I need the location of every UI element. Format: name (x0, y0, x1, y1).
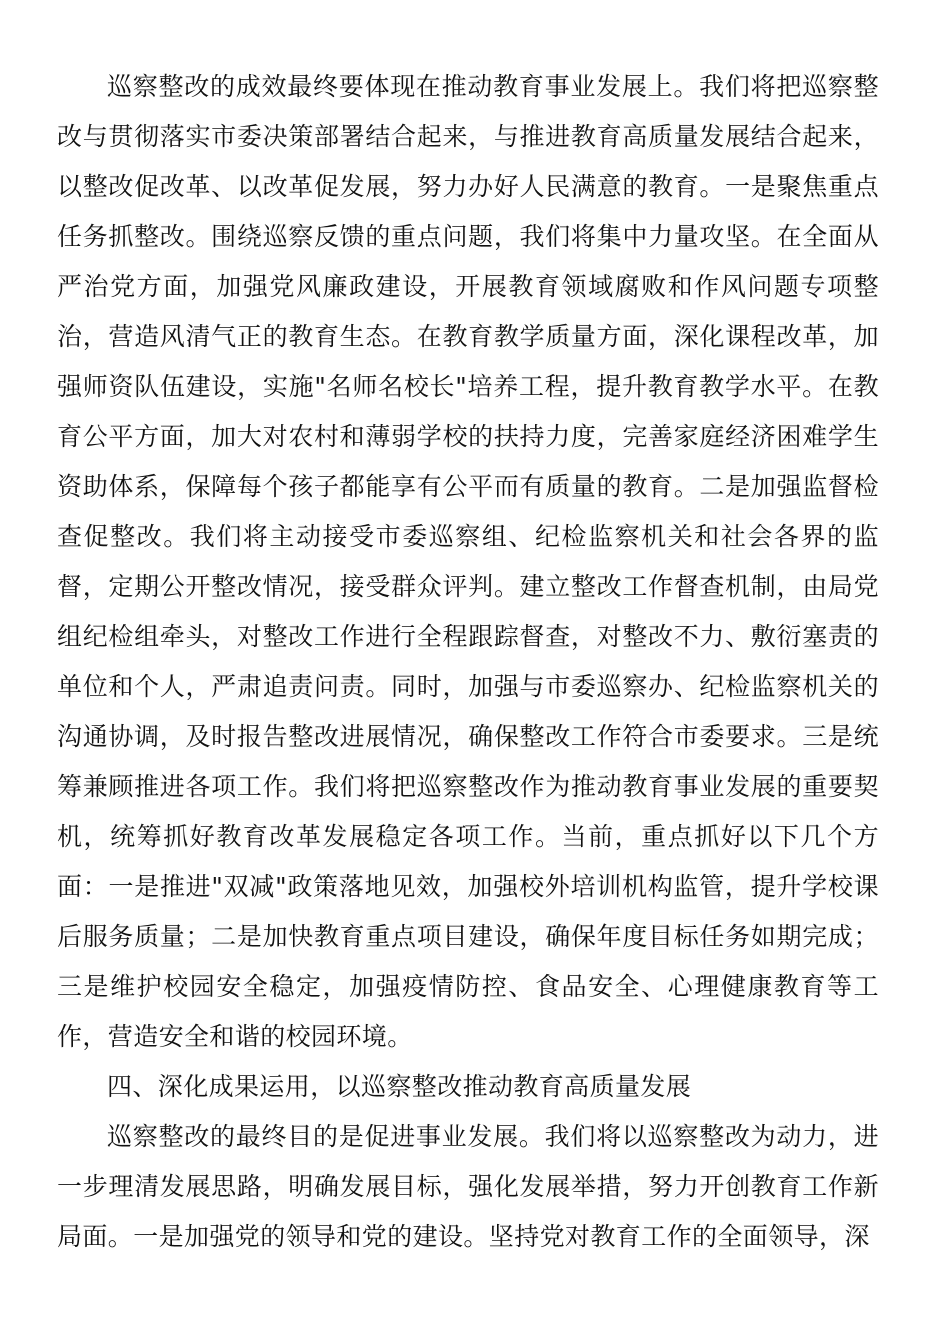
section-heading: 四、深化成果运用，以巡察整改推动教育高质量发展 (107, 1072, 692, 1101)
document-body (57, 62, 879, 1262)
closing-paragraph: 巡察整改的最终目的是促进事业发展。我们将以巡察整改为动力，进一步理清发展思路，明确发展目标，强化发展举措，努力开创教育工作新局面。一是加强党的领导和党的建设。坚持党对教育工作的全面领导，深 (57, 1122, 879, 1251)
body-paragraph: 巡察整改的成效最终要体现在推动教育事业发展上。我们将把巡察整改与贯彻落实市委决策部署结合起来，与推进教育高质量发展结合起来，以整改促改革、以改革促发展，努力办好人民满意的教育。一是聚焦重点任务抓整改。围绕巡察反馈的重点问题，我们将集中力量攻坚。在全面从严治党方面，加强党风廉政建设，开展教育领域腐败和作风问题专项整治，营造风清气正的教育生态。在教育教学质量方面，深化课程改革，加强师资队伍建设，实施"名师名校长"培养工程，提升教育教学水平。在教育公平方面，加大对农村和薄弱学校的扶持力度，完善家庭经济困难学生资助体系，保障每个孩子都能享有公平而有质量的教育。二是加强监督检查促整改。我们将主动接受市委巡察组、纪检监察机关和社会各界的监督，定期公开整改情况，接受群众评判。建立整改工作督查机制，由局党组纪检组牵头，对整改工作进行全程跟踪督查，对整改不力、敷衍塞责的单位和个人，严肃追责问责。同时，加强与市委巡察办、纪检监察机关的沟通协调，及时报告整改进展情况，确保整改工作符合市委要求。三是统筹兼顾推进各项工作。我们将把巡察整改作为推动教育事业发展的重要契机，统筹抓好教育改革发展稳定各项工作。当前，重点抓好以下几个方面：一是推进"双减"政策落地见效，加强校外培训机构监管，提升学校课后服务质量；二是加快教育重点项目建设，确保年度目标任务如期完成；三是维护校园安全稳定，加强疫情防控、食品安全、心理健康教育等工作，营造安全和谐的校园环境。 (57, 72, 879, 1051)
